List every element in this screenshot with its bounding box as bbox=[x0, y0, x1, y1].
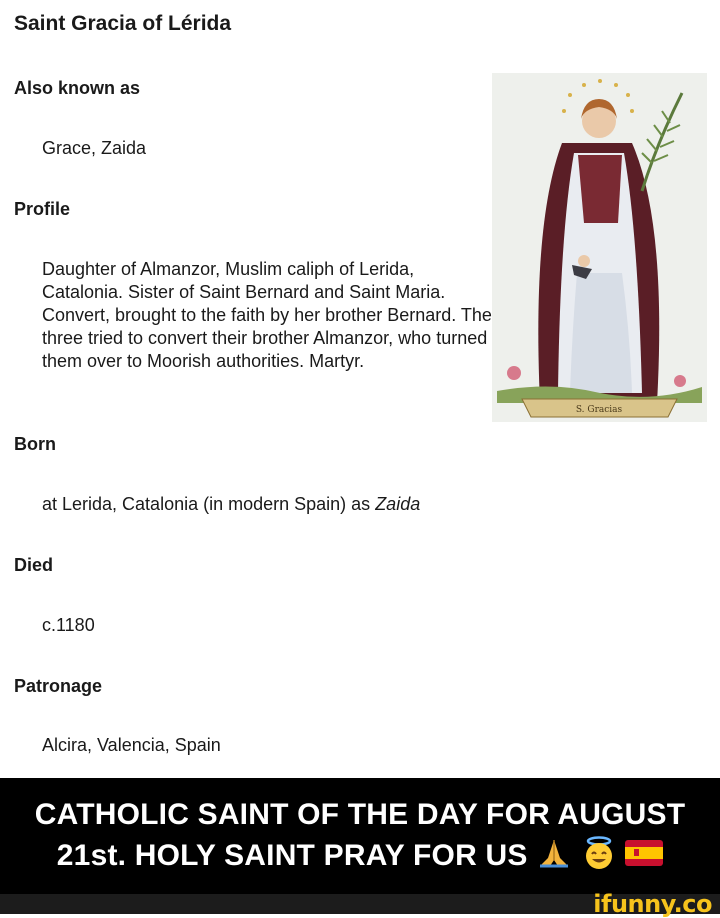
portrait-caption: S. Gracias bbox=[575, 405, 623, 415]
watermark-bar bbox=[0, 890, 720, 918]
page-title: Saint Gracia of Lérida bbox=[14, 12, 232, 35]
caption-banner bbox=[0, 778, 720, 894]
born-name-emphasis: Zaida bbox=[375, 494, 421, 514]
heading-also-known-as: Also known as bbox=[14, 78, 141, 98]
banner-line-1: CATHOLIC SAINT OF THE DAY FOR AUGUST bbox=[34, 798, 686, 831]
praying-hands-icon bbox=[536, 838, 572, 876]
heading-born: Born bbox=[14, 434, 56, 454]
smiling-face-with-halo-icon bbox=[581, 836, 617, 878]
heading-died: Died bbox=[14, 555, 54, 575]
saint-portrait-illustration bbox=[492, 73, 707, 422]
heading-patronage: Patronage bbox=[14, 676, 103, 696]
ifunny-logo: ifunny.co bbox=[593, 890, 712, 918]
saint-portrait-image bbox=[492, 73, 707, 422]
value-died: c.1180 bbox=[42, 615, 95, 635]
value-profile: Daughter of Almanzor, Muslim caliph of Lerida, Catalonia. Sister of Saint Bernard and Saint Maria. Convert, brought to the faith by her brother Bernard. The three tried to convert their brother Almanzor, who turned them over to Moorish authorities. Martyr. bbox=[42, 259, 492, 371]
banner-line-2-text: 21st. HOLY SAINT PRAY FOR US bbox=[56, 838, 528, 872]
banner-line-2 bbox=[0, 836, 720, 878]
value-patronage: Alcira, Valencia, Spain bbox=[42, 735, 221, 755]
value-born bbox=[42, 493, 420, 516]
spain-flag-icon bbox=[625, 840, 663, 874]
heading-profile: Profile bbox=[14, 199, 71, 219]
value-also-known-as: Grace, Zaida bbox=[42, 138, 147, 158]
born-text: at Lerida, Catalonia (in modern Spain) as bbox=[42, 494, 376, 514]
